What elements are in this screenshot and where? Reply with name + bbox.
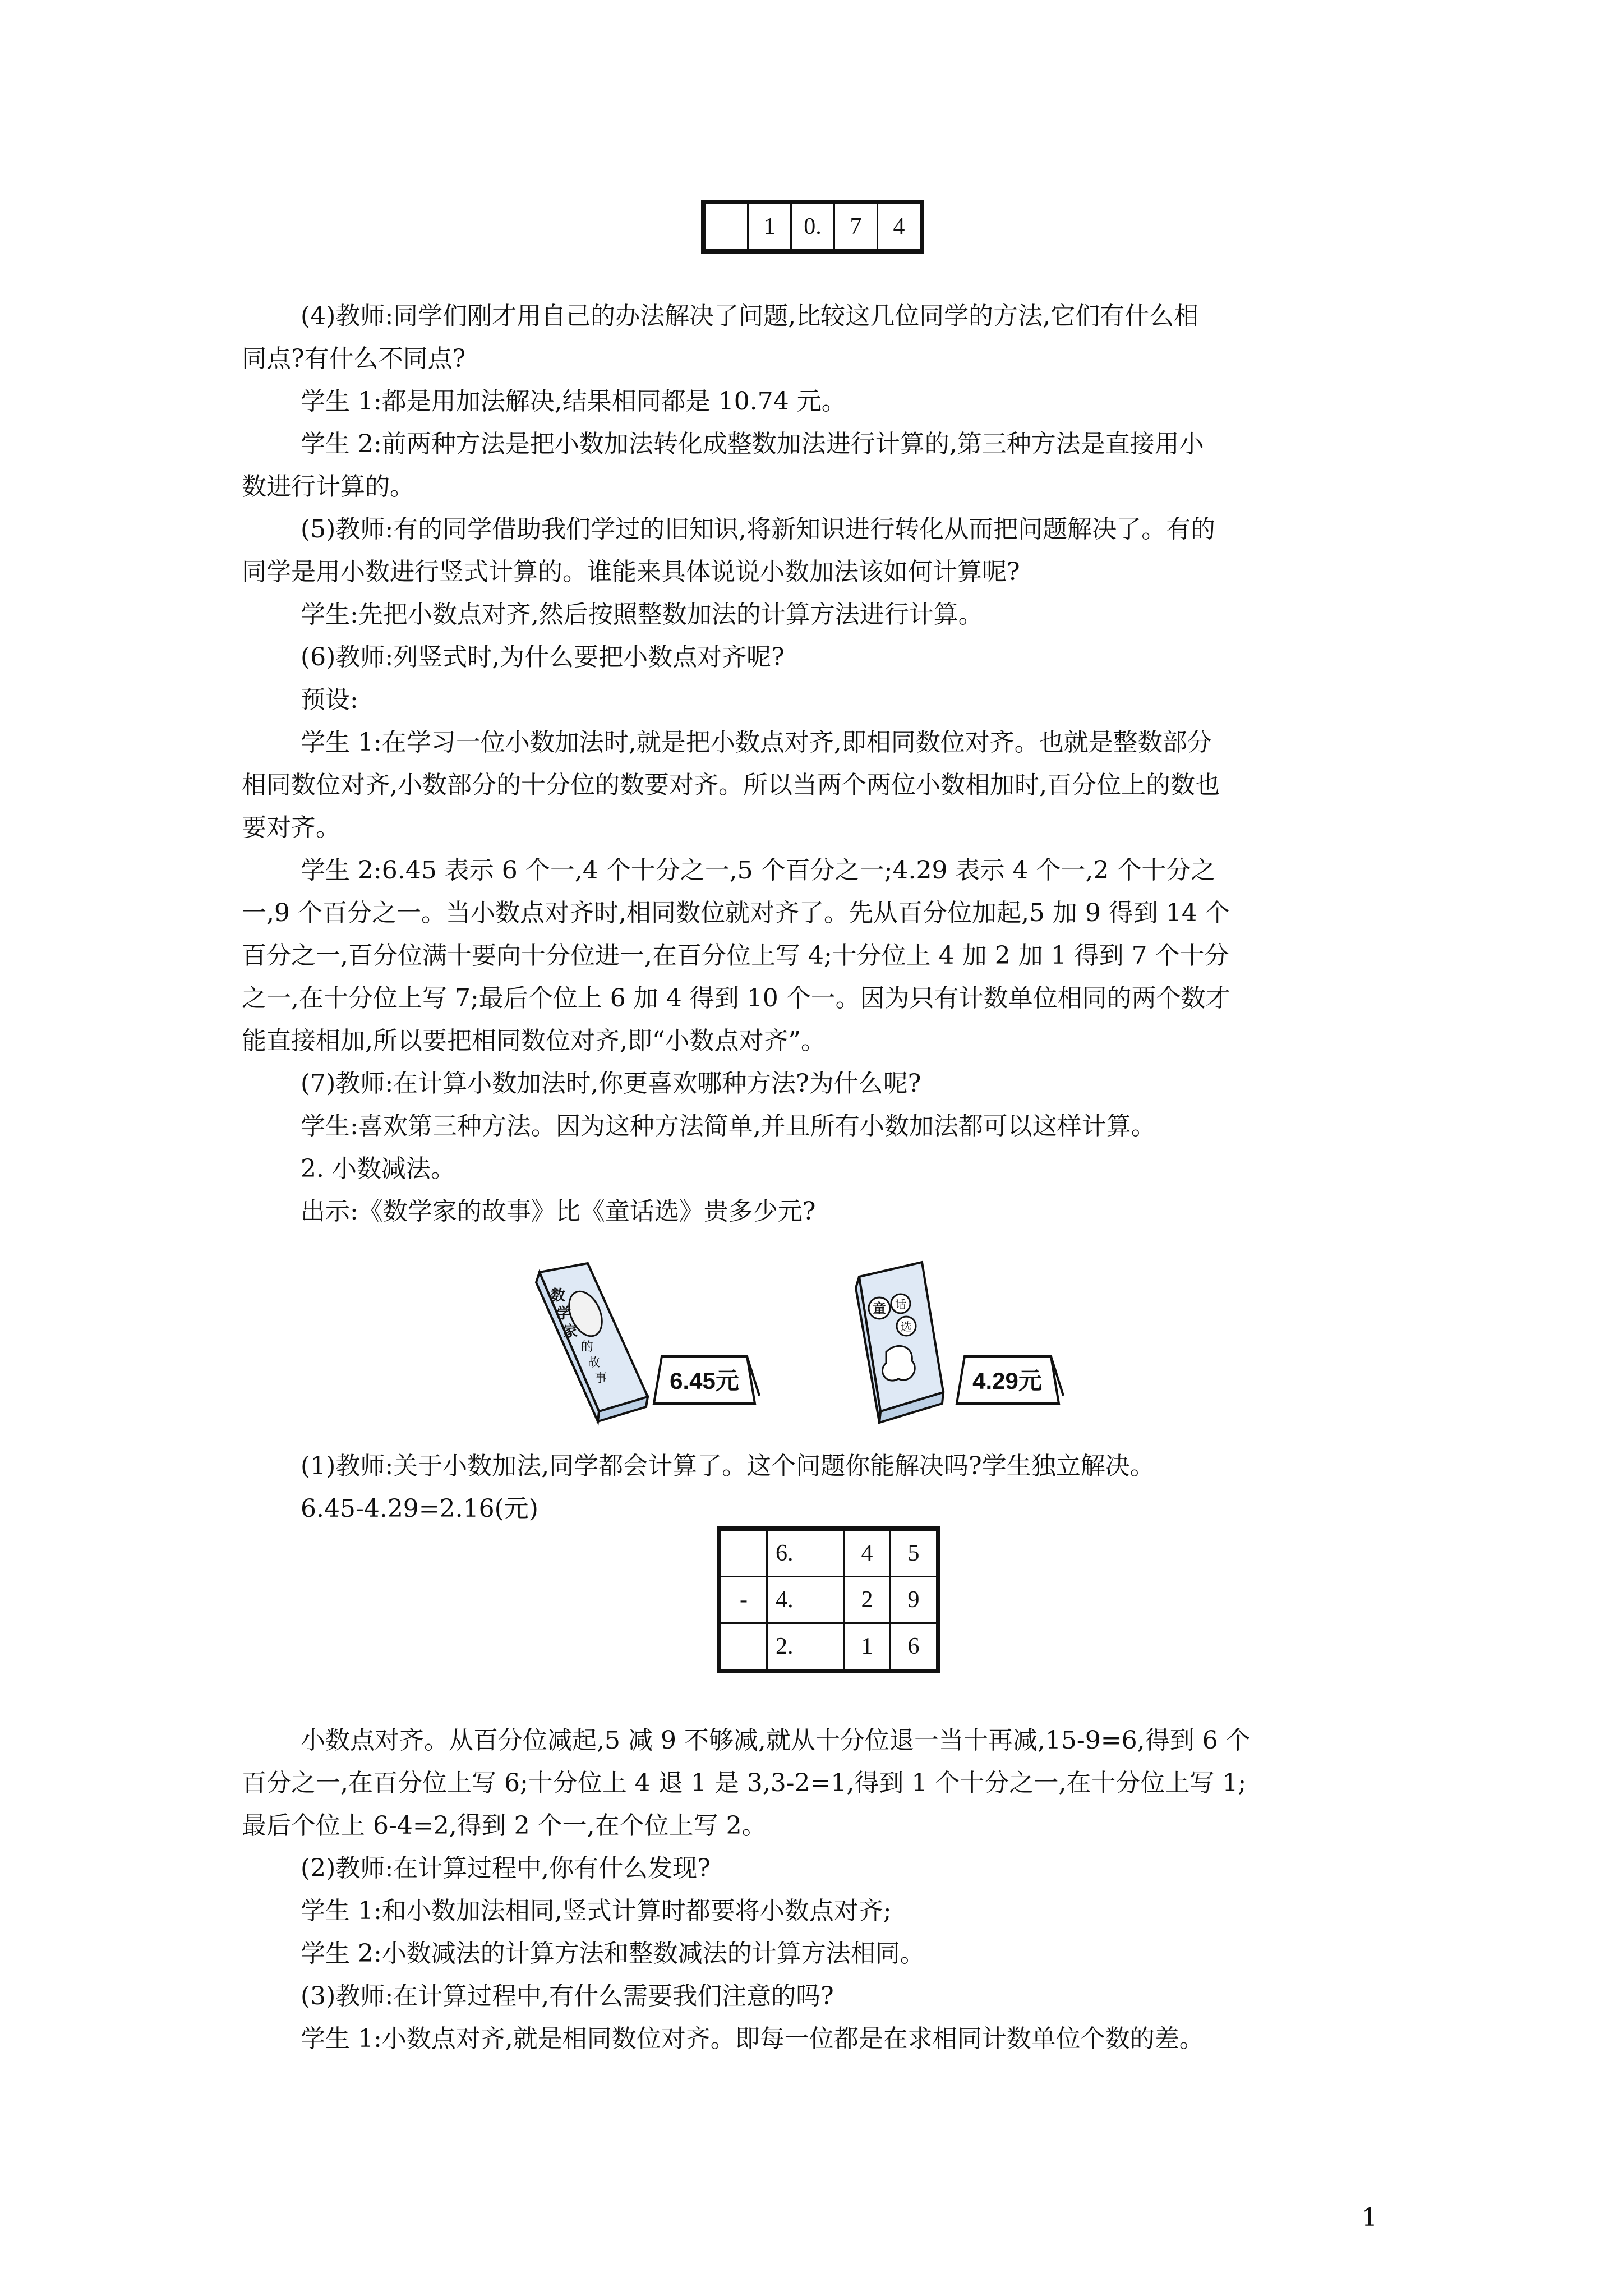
paragraph-line: 学生 2:前两种方法是把小数加法转化成整数加法进行计算的,第三种方法是直接用小 <box>301 430 1204 458</box>
calc-row <box>719 1529 938 1577</box>
books-illustration <box>527 1257 1099 1442</box>
book-cover-char: 学 <box>556 1305 571 1322</box>
book-cover-char: 家 <box>563 1323 578 1340</box>
equation-line: 6.45-4.29=2.16(元) <box>301 1494 538 1523</box>
paragraph-line: 学生 2:小数减法的计算方法和整数减法的计算方法相同。 <box>301 1939 925 1968</box>
calc-cell: 2. <box>767 1623 844 1672</box>
paragraph-line: 学生 2:6.45 表示 6 个一,4 个十分之一,5 个百分之一;4.29 表示 4 个一,2 个十分之 <box>301 856 1216 885</box>
top-calc-cell: 1 <box>748 202 791 251</box>
paragraph-line: (6)教师:列竖式时,为什么要把小数点对齐呢? <box>301 643 785 671</box>
paragraph-line: 能直接相加,所以要把相同数位对齐,即“小数点对齐”。 <box>242 1027 826 1055</box>
price-tag-math-stories <box>654 1356 759 1404</box>
calc-cell: 6 <box>891 1623 939 1672</box>
section-heading: 2. 小数减法。 <box>301 1154 455 1183</box>
price-label: 4.29元 <box>972 1368 1042 1394</box>
book-cover-char: 故 <box>588 1356 601 1370</box>
paragraph-line: (2)教师:在计算过程中,你有什么发现? <box>301 1854 711 1883</box>
paragraph-line: 学生:先把小数点对齐,然后按照整数加法的计算方法进行计算。 <box>301 600 983 629</box>
paragraph-line: (5)教师:有的同学借助我们学过的旧知识,将新知识进行转化从而把问题解决了。有的 <box>301 515 1216 544</box>
paragraph-line: 学生 1:在学习一位小数加法时,就是把小数点对齐,即相同数位对齐。也就是整数部分 <box>301 728 1212 757</box>
calc-cell <box>719 1623 767 1672</box>
calc-cell: 1 <box>844 1623 891 1672</box>
calc-cell: 5 <box>891 1529 939 1577</box>
top-calc-table <box>701 200 924 254</box>
book-math-stories <box>536 1263 648 1421</box>
paragraph-line: 小数点对齐。从百分位减起,5 减 9 不够减,就从十分位退一当十再减,15-9=6,得到 6 个 <box>301 1726 1251 1755</box>
calc-cell: 9 <box>891 1577 939 1623</box>
subtraction-calc-table <box>717 1526 940 1673</box>
paragraph-line: 相同数位对齐,小数部分的十分位的数要对齐。所以当两个两位小数相加时,百分位上的数也 <box>242 771 1220 799</box>
calc-row <box>719 1623 938 1672</box>
price-label: 6.45元 <box>670 1368 739 1394</box>
top-calc-cell: 4 <box>878 202 923 251</box>
paragraph-line: 百分之一,百分位满十要向十分位进一,在百分位上写 4;十分位上 4 加 2 加 1 得到 7 个十分 <box>242 941 1229 970</box>
paragraph-line: 百分之一,在百分位上写 6;十分位上 4 退 1 是 3,3-2=1,得到 1 个十分之一,在十分位上写 1; <box>242 1769 1247 1797</box>
paragraph-line: 之一,在十分位上写 7;最后个位上 6 加 4 得到 10 个一。因为只有计数单位相同的两个数才 <box>242 984 1230 1013</box>
book-cover-char: 事 <box>594 1372 607 1386</box>
paragraph-line: 出示:《数学家的故事》比《童话选》贵多少元? <box>301 1197 816 1226</box>
paragraph-line: 学生:喜欢第三种方法。因为这种方法简单,并且所有小数加法都可以这样计算。 <box>301 1112 1156 1140</box>
top-calc-cell: 0. <box>791 202 834 251</box>
calc-cell <box>719 1529 767 1577</box>
calc-cell: 4 <box>844 1529 891 1577</box>
paragraph-line: 要对齐。 <box>242 813 340 842</box>
calc-cell: 4. <box>767 1577 844 1623</box>
paragraph-line: (7)教师:在计算小数加法时,你更喜欢哪种方法?为什么呢? <box>301 1069 921 1098</box>
paragraph-line: (1)教师:关于小数加法,同学都会计算了。这个问题你能解决吗?学生独立解决。 <box>301 1452 1155 1480</box>
paragraph-line: (4)教师:同学们刚才用自己的办法解决了问题,比较这几位同学的方法,它们有什么相 <box>301 302 1199 330</box>
paragraph-line: (3)教师:在计算过程中,有什么需要我们注意的吗? <box>301 1982 834 2010</box>
book-cover-char: 的 <box>581 1340 594 1354</box>
paragraph-line: 数进行计算的。 <box>242 472 414 501</box>
book-cover-char: 童 <box>873 1301 886 1317</box>
top-calc-cell <box>703 202 748 251</box>
paragraph-line: 同点?有什么不同点? <box>242 344 466 373</box>
book-cover-char: 数 <box>551 1287 566 1304</box>
calc-row <box>719 1577 938 1623</box>
price-tag-fairy-tales <box>957 1356 1063 1404</box>
top-calc-cell: 7 <box>834 202 878 251</box>
page-number: 1 <box>1362 2203 1377 2232</box>
calc-cell: - <box>719 1577 767 1623</box>
top-calc-row <box>703 202 922 251</box>
calc-cell: 2 <box>844 1577 891 1623</box>
paragraph-line: 一,9 个百分之一。当小数点对齐时,相同数位就对齐了。先从百分位加起,5 加 9 得到 14 个 <box>242 899 1230 927</box>
paragraph-line: 预设: <box>301 685 358 714</box>
book-cover-char: 选 <box>901 1320 912 1333</box>
paragraph-line: 学生 1:和小数加法相同,竖式计算时都要将小数点对齐; <box>301 1897 892 1925</box>
book-fairy-tales <box>856 1262 943 1423</box>
book-cover-char: 话 <box>895 1297 906 1311</box>
calc-cell: 6. <box>767 1529 844 1577</box>
paragraph-line: 同学是用小数进行竖式计算的。谁能来具体说说小数加法该如何计算呢? <box>242 558 1020 586</box>
paragraph-line: 学生 1:小数点对齐,就是相同数位对齐。即每一位都是在求相同计数单位个数的差。 <box>301 2024 1204 2053</box>
paragraph-line: 学生 1:都是用加法解决,结果相同都是 10.74 元。 <box>301 387 846 416</box>
paragraph-line: 最后个位上 6-4=2,得到 2 个一,在个位上写 2。 <box>242 1811 767 1840</box>
